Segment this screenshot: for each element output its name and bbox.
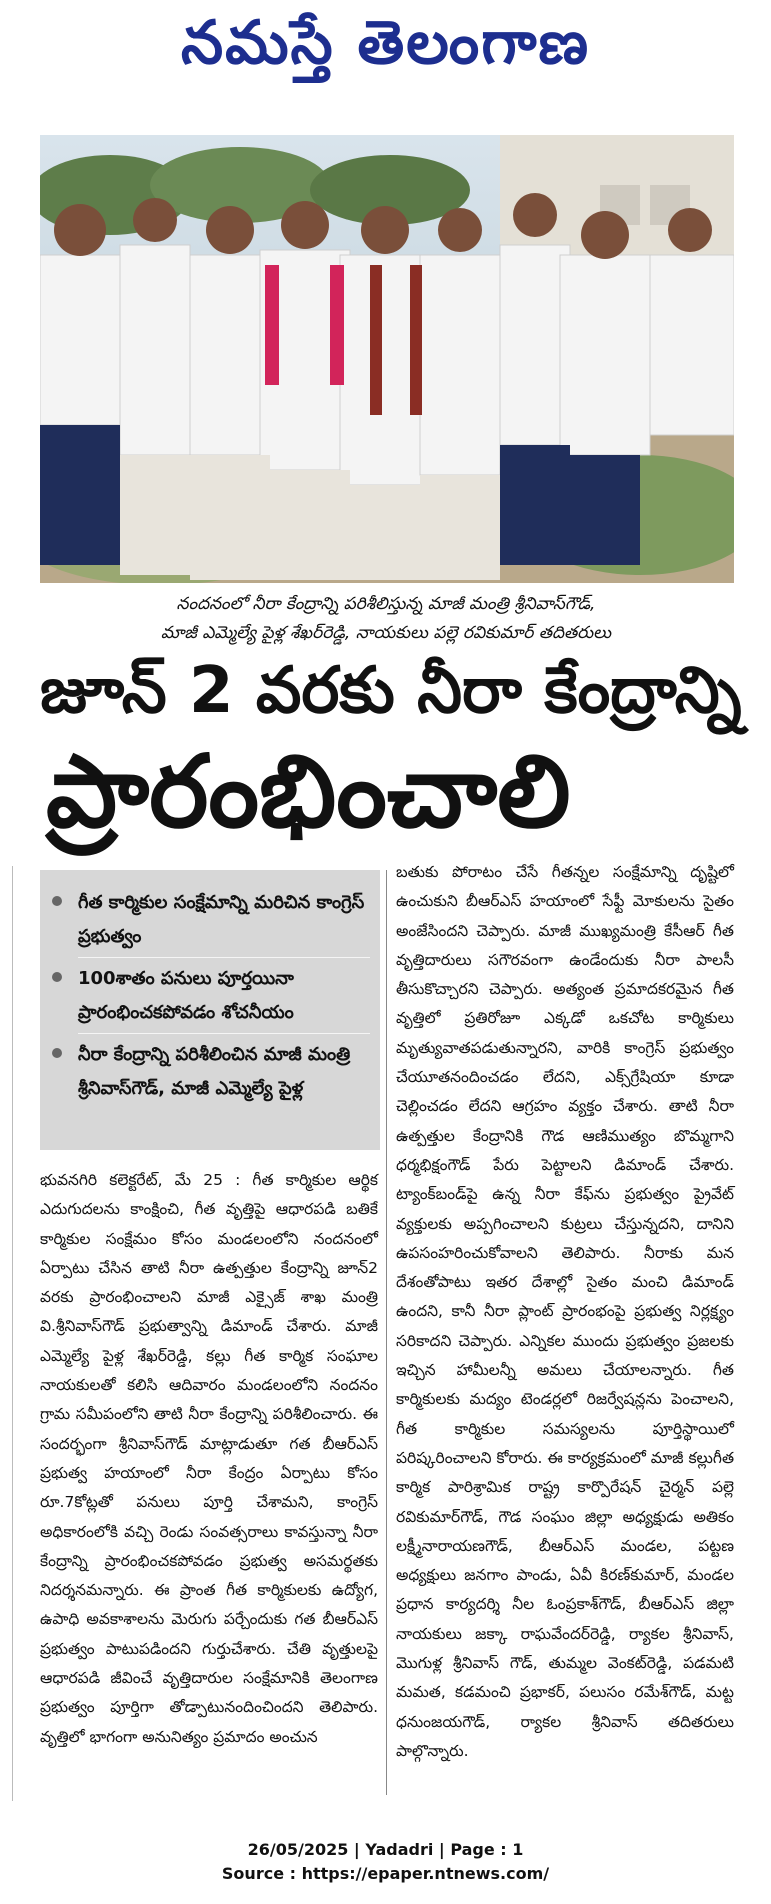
footer-source-link[interactable]: Source : https://epaper.ntnews.com/ — [221, 1864, 550, 1883]
highlight-text: గీత కార్మికుల సంక్షేమాన్ని మరిచిన కాంగ్రెస్‌ ప్రభుత్వం — [78, 892, 365, 947]
article-paragraph: బతుకు పోరాటం చేసే గీతన్నల సంక్షేమాన్ని దృష్టిలో ఉంచుకుని బీఆర్‌ఎస్‌ హయాంలో సేఫ్టీ మోకులను సైతం అంజేసిందని చెప్పారు. మాజీ ముఖ్యమంత్రి కేసీఆర్‌ గీత వృత్తిదారులు సగౌరవంగా ఉండేందుకు నీరా పాలసీ తీసుకొచ్చారని చెప్పారు. అత్యంత ప్రమాదకరమైన గీత వృత్తిలో ప్రతిరోజూ ఎక్కడో ఒకచోట కార్మికులు మృత్యువాతపడుతున్నారని, వారికి కాంగ్రెస్‌ ప్రభుత్వం చేయూతనందించడం లేదని, ఎక్స్‌గ్రేషియా కూడా చెల్లించడం లేదని ఆగ్రహం వ్యక్తం చేశారు. తాటి నీరా ఉత్పత్తుల కేంద్రానికి గౌడ ఆణిముత్యం బొమ్మగాని ధర్మభిక్షంగౌడ్‌ పేరు పెట్టాలని డిమాండ్‌ చేశారు. ట్యాంక్‌బండ్‌పై ఉన్న నీరా కేఫ్‌ను ప్రభుత్వం ప్రైవేట్‌ వ్యక్తులకు అప్పగించాలని కుట్రలు చేస్తున్నదని, దానిని ఉపసంహరించుకోవాలని తెలిపారు. నీరాకు మన దేశంతోపాటు ఇతర దేశాల్లో సైతం మంచి డిమాండ్‌ ఉందని, కానీ నీరా ప్లాంట్‌ ప్రారంభంపై ప్రభుత్వ నిర్లక్ష్యం సరికాదని చెప్పారు. ఎన్నికల ముందు ప్రభుత్వం ప్రజలకు ఇచ్చిన హామీలన్నీ అమలు చేయాలన్నారు. గీత కార్మికులకు మద్యం టెండర్లలో రిజర్వేషన్లను పెంచాలని, గీత కార్మికుల సమస్యలను పూర్తిస్థాయిలో పరిష్కరించాలని కోరారు. ఈ కార్యక్రమంలో మాజీ కల్లుగీత కార్మిక పారిశ్రామిక రాష్ట్ర కార్పొరేషన్‌ చైర్మన్‌ పల్లె రవికుమార్‌గౌడ్‌, గౌడ సంఘం జిల్లా అధ్యక్షుడు అతికం లక్ష్మీనారాయణగౌడ్‌, బీఆర్‌ఎస్‌ మండల, పట్టణ అధ్యక్షులు జనగాం పాండు, ఏవీ కిరణ్‌కుమార్‌, మండల ప్రధాన కార్యదర్శి నీల ఓంప్రకాశ్‌గౌడ్‌, బీఆర్‌ఎస్‌ జిల్లా నాయకులు జక్కా రాఘవేందర్‌రెడ్డి, ర్యాకల శ్రీనివాస్‌, మొగుళ్ల శ్రీనివాస్‌ గౌడ్‌, తుమ్మల వెంకట్‌రెడ్డి, పడమటి మమత, కడమంచి ప్రభాకర్‌, పలుసం రమేశ్‌గౌడ్‌, మట్ట ధనుంజయగౌడ్‌, ర్యాకల శ్రీనివాస్‌ తదితరులు పాల్గొన్నారు. — [396, 863, 734, 1760]
highlight-item — [48, 886, 370, 954]
left-margin-rule — [12, 866, 13, 1801]
newspaper-title: నమస్తే తెలంగాణ — [180, 8, 591, 78]
photo-caption — [56, 590, 716, 648]
headline-line-1: జూన్‌ 2 వరకు నీరా కేంద్రాన్ని — [40, 654, 742, 728]
article-body-left-column — [40, 1166, 378, 1752]
photo-scene-image — [40, 135, 734, 583]
news-photo — [40, 135, 734, 583]
highlights-box — [40, 870, 380, 1150]
article-body-right-column — [396, 858, 734, 1766]
bullet-icon — [52, 896, 62, 906]
headline-line-2: ప్రారంభించాలి — [46, 733, 571, 850]
highlight-separator — [78, 1033, 370, 1034]
masthead — [0, 0, 771, 100]
article-paragraph: భువనగిరి కలెక్టరేట్‌, మే 25 : గీత కార్మికుల ఆర్థిక ఎదుగుదలను కాంక్షించి, గీత వృత్తిపై ఆధారపడి బతికే కార్మికుల సంక్షేమం కోసం మండలంలోని నందనంలో ఏర్పాటు చేసిన తాటి నీరా ఉత్పత్తుల కేంద్రాన్ని జూన్‌2 వరకు ప్రారంభించాలని మాజీ ఎక్సైజ్‌ శాఖ మంత్రి వి.శ్రీనివాస్‌గౌడ్‌ ప్రభుత్వాన్ని డిమాండ్‌ చేశారు. మాజీ ఎమ్మెల్యే పైళ్ల శేఖర్‌రెడ్డి, కల్లు గీత కార్మిక సంఘాల నాయకులతో కలిసి ఆదివారం మండలంలోని నందనం గ్రామ సమీపంలోని తాటి నీరా కేంద్రాన్ని పరిశీలించారు. ఈ సందర్భంగా శ్రీనివాస్‌గౌడ్‌ మాట్లాడుతూ గత బీఆర్‌ఎస్‌ ప్రభుత్వ హయాంలో నీరా కేంద్రం ఏర్పాటు కోసం రూ.7కోట్లతో పనులు పూర్తి చేశామని, కాంగ్రెస్‌ అధికారంలోకి వచ్చి రెండు సంవత్సరాలు కావస్తున్నా నీరా కేంద్రాన్ని ప్రారంభించకపోవడం ప్రభుత్వ అసమర్థతకు నిదర్శనమన్నారు. ఈ ప్రాంత గీత కార్మికులకు ఉద్యోగ, ఉపాధి అవకాశాలను మెరుగు పర్చేందుకు గత బీఆర్‌ఎస్‌ ప్రభుత్వం పాటుపడిందని గుర్తుచేశారు. చేతి వృత్తులపై ఆధారపడి జీవించే వృత్తిదారుల సంక్షేమానికి తెలంగాణ ప్రభుత్వం పూర్తిగా తోడ్పాటునందించిందని తెలిపారు. వృత్తిలో భాగంగా అనునిత్యం ప్రమాదం అంచున — [40, 1171, 378, 1746]
footer-date-edition: 26/05/2025 | Yadadri | Page : 1 — [247, 1840, 524, 1859]
headline — [40, 650, 742, 852]
highlight-text: 100శాతం పనులు పూర్తయినా ప్రారంభించకపోవడం శోచనీయం — [78, 968, 294, 1023]
caption-line-1: నందనంలో నీరా కేంద్రాన్ని పరిశీలిస్తున్న మాజీ మంత్రి శ్రీనివాస్‌గౌడ్‌, — [176, 594, 596, 614]
highlight-text: నీరా కేంద్రాన్ని పరిశీలించిన మాజీ మంత్రి శ్రీనివాస్‌గౌడ్‌, మాజీ ఎమ్మెల్యే పైళ్ల — [78, 1044, 351, 1099]
highlight-separator — [78, 957, 370, 958]
column-divider — [386, 870, 387, 1795]
bullet-icon — [52, 1048, 62, 1058]
bullet-icon — [52, 972, 62, 982]
highlight-item — [48, 962, 370, 1030]
caption-line-2: మాజీ ఎమ్మెల్యే పైళ్ల శేఖర్‌రెడ్డి, నాయకులు పల్లె రవికుమార్‌ తదితరులు — [160, 623, 612, 643]
highlight-item — [48, 1038, 370, 1106]
page-footer — [0, 1838, 771, 1886]
